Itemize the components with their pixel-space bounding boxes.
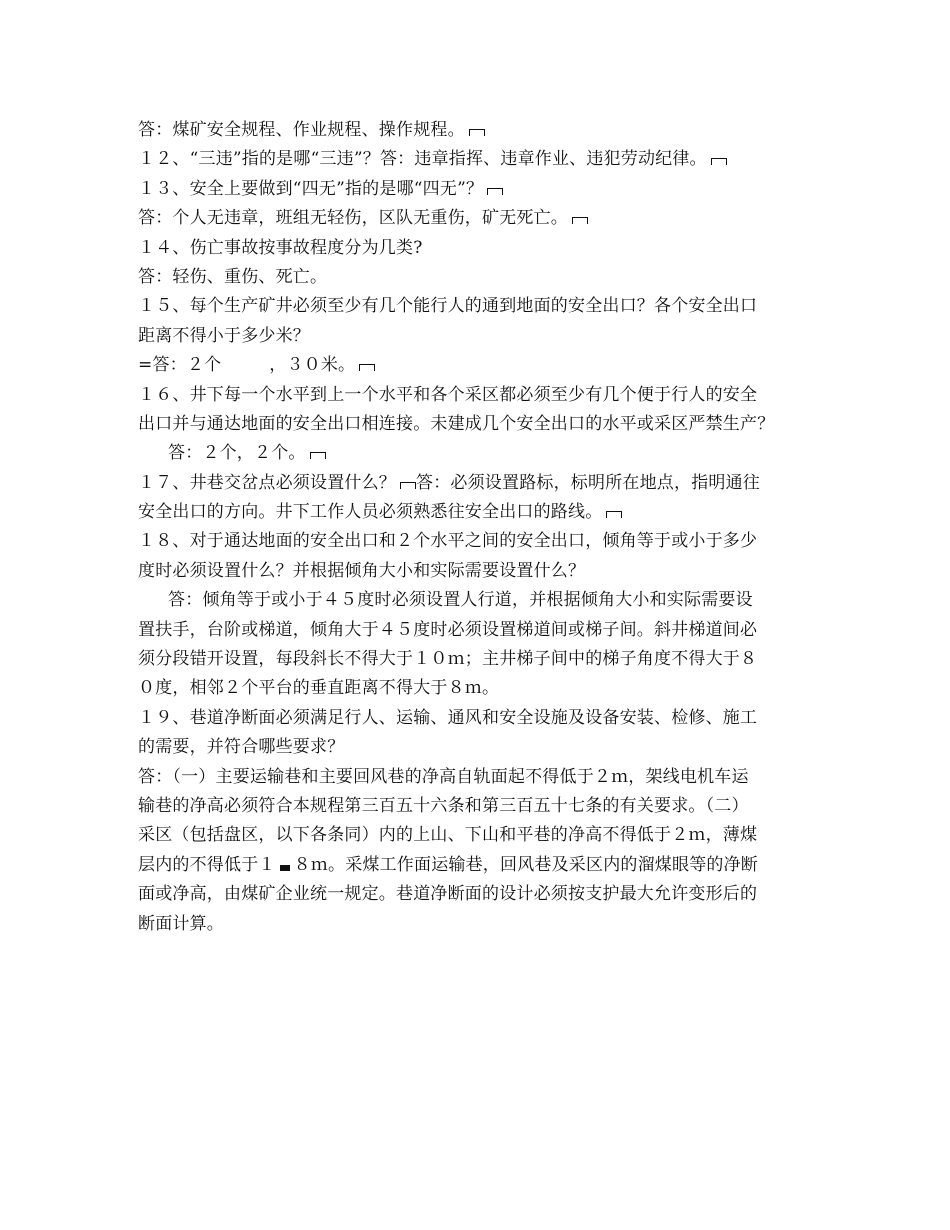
text-line [138, 733, 818, 762]
decimal-mark-icon [280, 865, 290, 871]
text-line [138, 322, 818, 351]
line-text: 输巷的净高必须符合本规程第三百五十六条和第三百五十七条的有关要求。（二） [138, 795, 749, 816]
text-line [138, 586, 818, 615]
line-text: 答：煤矿安全规程、作业规程、操作规程。 [138, 120, 465, 140]
paragraph-mark-icon [606, 511, 622, 518]
text-line [138, 674, 818, 703]
line-text: 答：倾角等于或小于４５度时必须设置人行道，并根据倾角大小和实际需要设 [168, 590, 753, 611]
line-text: １５、每个生产矿井必须至少有几个能行人的通到地面的安全出口？各个安全出口 [138, 296, 758, 317]
text-line [138, 116, 818, 145]
text-line [138, 410, 818, 439]
line-text: １９、巷道净断面必须满足行人、运输、通风和安全设施及设备安装、检修、施工 [138, 707, 758, 728]
line-text: ０度，相邻２个平台的垂直距离不得大于８ｍ。 [138, 678, 500, 699]
text-line [138, 439, 818, 468]
paragraph-mark-icon [487, 188, 503, 195]
text-line [138, 381, 818, 410]
text-line [138, 469, 818, 498]
line-text: 置扶手，台阶或梯道，倾角大于４５度时必须设置梯道间或梯子间。斜井梯道间必 [138, 619, 758, 640]
paragraph-mark-icon [469, 129, 485, 136]
line-text: 层内的不得低于１ [138, 854, 276, 875]
text-line [138, 880, 818, 909]
paragraph-mark-icon [310, 452, 326, 459]
text-line [138, 557, 818, 586]
paragraph-mark-icon [359, 364, 375, 371]
text-line [138, 792, 818, 821]
line-text: 度时必须设置什么？并根据倾角大小和实际需要设置什么？ [138, 560, 586, 581]
text-line [138, 498, 818, 527]
line-text: 出口并与通达地面的安全出口相连接。未建成几个安全出口的水平或采区严禁生产？ [138, 413, 775, 434]
document-page [138, 116, 818, 939]
line-text: 答：必须设置路标，标明所在地点，指明通往 [416, 472, 760, 493]
line-text: 安全出口的方向。井下工作人员必须熟悉往安全出口的路线。 [138, 502, 603, 523]
text-line [138, 292, 818, 321]
line-text: ，３０米。 [269, 355, 356, 376]
text-line [138, 351, 818, 380]
text-line [138, 821, 818, 850]
line-text: ８ｍ。采煤工作面运输巷，回风巷及采区内的溜煤眼等的净断 [293, 854, 759, 875]
text-line [138, 763, 818, 792]
text-line [138, 616, 818, 645]
line-text: １８、对于通达地面的安全出口和２个水平之间的安全出口，倾角等于或小于多少 [138, 531, 758, 552]
line-text: 答：２个，２个。 [168, 443, 306, 464]
line-text: １７、井巷交岔点必须设置什么？ [138, 472, 396, 493]
paragraph-mark-icon [572, 217, 588, 224]
line-text: =答：２个 [138, 355, 222, 376]
text-line [138, 234, 818, 263]
line-text: 断面计算。 [138, 913, 224, 934]
line-text: 答：个人无违章，班组无轻伤，区队无重伤，矿无死亡。 [138, 208, 568, 229]
text-line [138, 175, 818, 204]
text-line [138, 910, 818, 939]
text-line [138, 204, 818, 233]
text-line [138, 527, 818, 556]
text-line [138, 704, 818, 733]
line-text: 须分段错开设置，每段斜长不得大于１０ｍ；主井梯子间中的梯子角度不得大于８ [138, 649, 758, 670]
paragraph-mark-icon [711, 158, 727, 165]
text-line [138, 645, 818, 674]
line-text: 采区（包括盘区，以下各条同）内的上山、下山和平巷的净高不得低于２ｍ，薄煤 [138, 825, 758, 846]
text-line [138, 851, 818, 880]
line-text: 的需要，并符合哪些要求？ [138, 737, 345, 758]
line-text: １６、井下每一个水平到上一个水平和各个采区都必须至少有几个便于行人的安全 [138, 384, 758, 405]
text-line [138, 145, 818, 174]
line-text: １２、“三违”指的是哪“三违”？答：违章指挥、违章作业、违犯劳动纪律。 [138, 149, 707, 170]
line-text: 距离不得小于多少米？ [138, 325, 310, 346]
line-text: １４、伤亡事故按事故程度分为几类? [138, 237, 423, 258]
paragraph-mark-icon [400, 482, 416, 489]
text-line [138, 263, 818, 292]
line-text: １３、安全上要做到“四无”指的是哪“四无”？ [138, 178, 484, 199]
line-text: 答：（一）主要运输巷和主要回风巷的净高自轨面起不得低于２ｍ，架线电机车运 [138, 766, 749, 787]
line-text: 答：轻伤、重伤、死亡。 [138, 266, 328, 287]
line-text: 面或净高，由煤矿企业统一规定。巷道净断面的设计必须按支护最大允许变形后的 [138, 884, 758, 905]
